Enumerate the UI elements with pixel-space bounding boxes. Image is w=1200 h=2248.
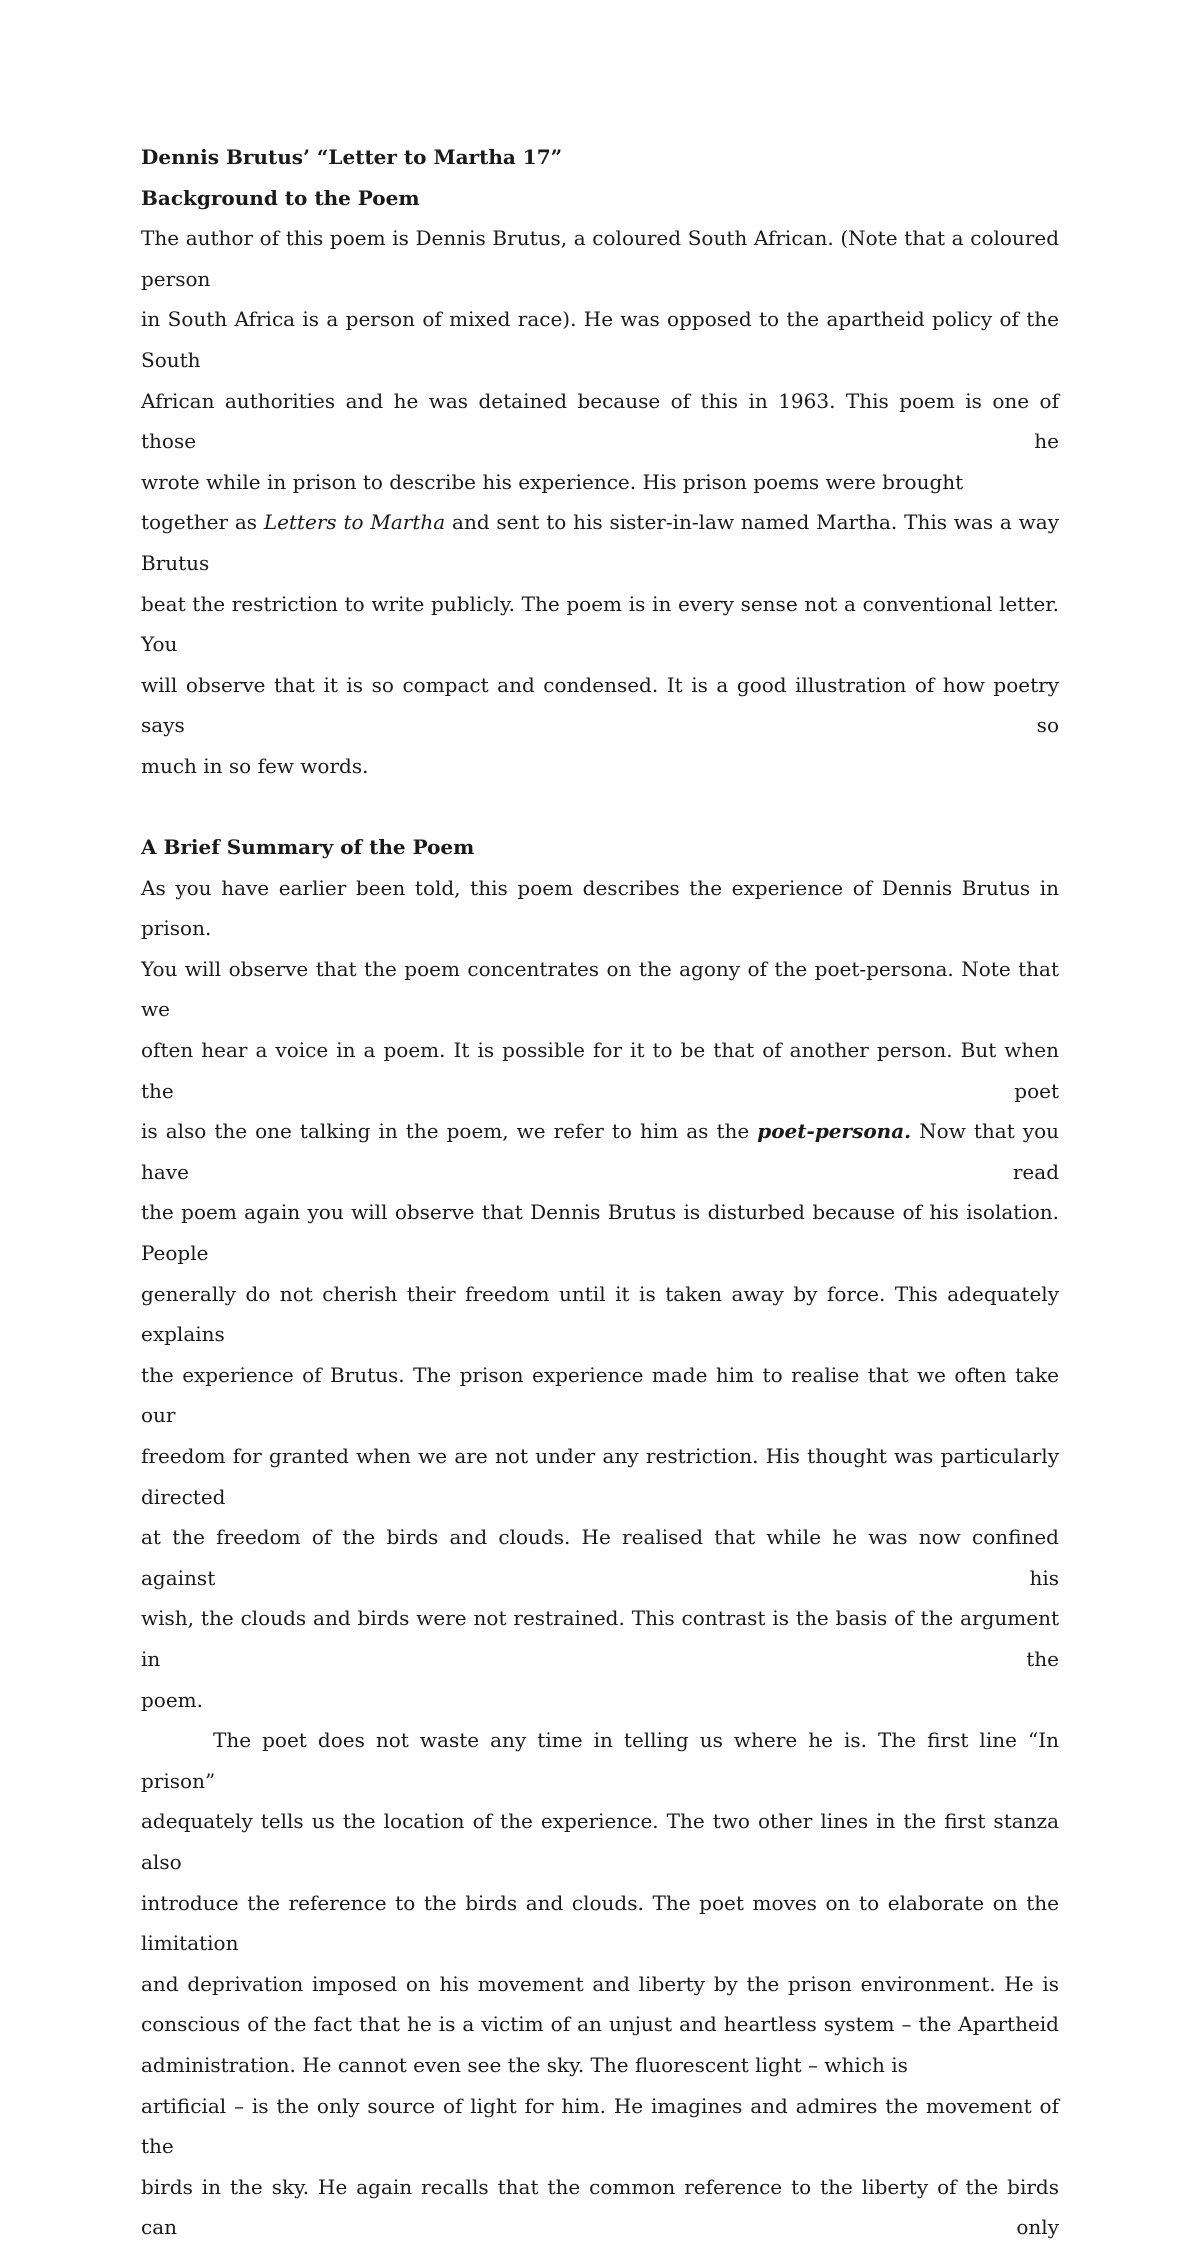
emphasized-term: poet-persona. — [757, 1119, 912, 1144]
text-line: introduce the reference to the birds and clouds. The poet moves on to elaborate on the limitation — [141, 1890, 1059, 1956]
text-line: freedom for granted when we are not under any restriction. His thought was particularly directed — [141, 1444, 1059, 1509]
text-line: African authorities and he was detained because of this in 1963. This poem is one of those he — [141, 388, 1059, 454]
document-title: Dennis Brutus’ “Letter to Martha 17” — [141, 145, 563, 169]
text-fragment: and sent to his sister-in-law named Martha. This was a way Brutus — [141, 510, 1059, 575]
section-heading-background: Background to the Poem — [141, 185, 420, 210]
text-line: at the freedom of the birds and clouds. He realised that while he was now confined against his — [141, 1525, 1059, 1590]
text-line: the poem again you will observe that Dennis Brutus is disturbed because of his isolation. People — [141, 1200, 1059, 1266]
text-line: in South Africa is a person of mixed race). He was opposed to the apartheid policy of the South — [141, 307, 1059, 372]
text-fragment: Now that you have read — [141, 1119, 1059, 1184]
book-title: Letters to Martha — [263, 510, 446, 535]
text-fragment: together as — [141, 510, 264, 535]
text-line — [141, 1720, 1059, 1801]
text-line: often hear a voice in a poem. It is possible for it to be that of another person. But when the poet — [141, 1038, 1059, 1103]
text-line: administration. He cannot even see the sky. The fluorescent light – which is — [141, 2052, 908, 2077]
blank-line — [141, 787, 1059, 828]
text-line: wrote while in prison to describe his experience. His prison poems were brought — [141, 469, 964, 494]
text-line: As you have earlier been told, this poem describes the experience of Dennis Brutus in prison. — [141, 875, 1059, 941]
document-body — [141, 137, 1059, 2248]
text-fragment: is also the one talking in the poem, we refer to him as the — [141, 1119, 758, 1144]
text-line: adequately tells us the location of the experience. The two other lines in the first stanza also — [141, 1809, 1059, 1874]
text-line: The author of this poem is Dennis Brutus, a coloured South African. (Note that a coloured person — [141, 226, 1059, 291]
text-line: will observe that it is so compact and condensed. It is a good illustration of how poetry says so — [141, 672, 1059, 738]
text-line: much in so few words. — [141, 753, 369, 778]
text-line: generally do not cherish their freedom until it is taken away by force. This adequately explains — [141, 1281, 1059, 1347]
analysis-paragraph — [141, 1720, 1059, 2248]
text-fragment: The poet does not waste any time in telling us where he is. The first line “In prison” — [141, 1728, 1059, 1793]
text-line: the experience of Brutus. The prison experience made him to realise that we often take our — [141, 1362, 1059, 1428]
text-line — [141, 1111, 1059, 1192]
text-line: artificial – is the only source of light for him. He imagines and admires the movement of the — [141, 2093, 1059, 2159]
text-line: beat the restriction to write publicly. The poem is in every sense not a conventional letter. You — [141, 591, 1059, 657]
section-heading-summary: A Brief Summary of the Poem — [141, 835, 475, 860]
text-line: You will observe that the poem concentrates on the agony of the poet-persona. Note that we — [141, 956, 1059, 1022]
text-line: poem. — [141, 1687, 204, 1712]
text-line: wish, the clouds and birds were not restrained. This contrast is the basis of the argument in the — [141, 1606, 1059, 1671]
text-line: conscious of the fact that he is a victim of an unjust and heartless system – the Apartheid — [141, 2012, 1059, 2037]
summary-paragraph — [141, 868, 1059, 1720]
text-line — [141, 502, 1059, 583]
text-line: and deprivation imposed on his movement and liberty by the prison environment. He is — [141, 1971, 1059, 1996]
background-paragraph — [141, 218, 1059, 786]
text-line: birds in the sky. He again recalls that the common reference to the liberty of the birds can only — [141, 2174, 1059, 2240]
